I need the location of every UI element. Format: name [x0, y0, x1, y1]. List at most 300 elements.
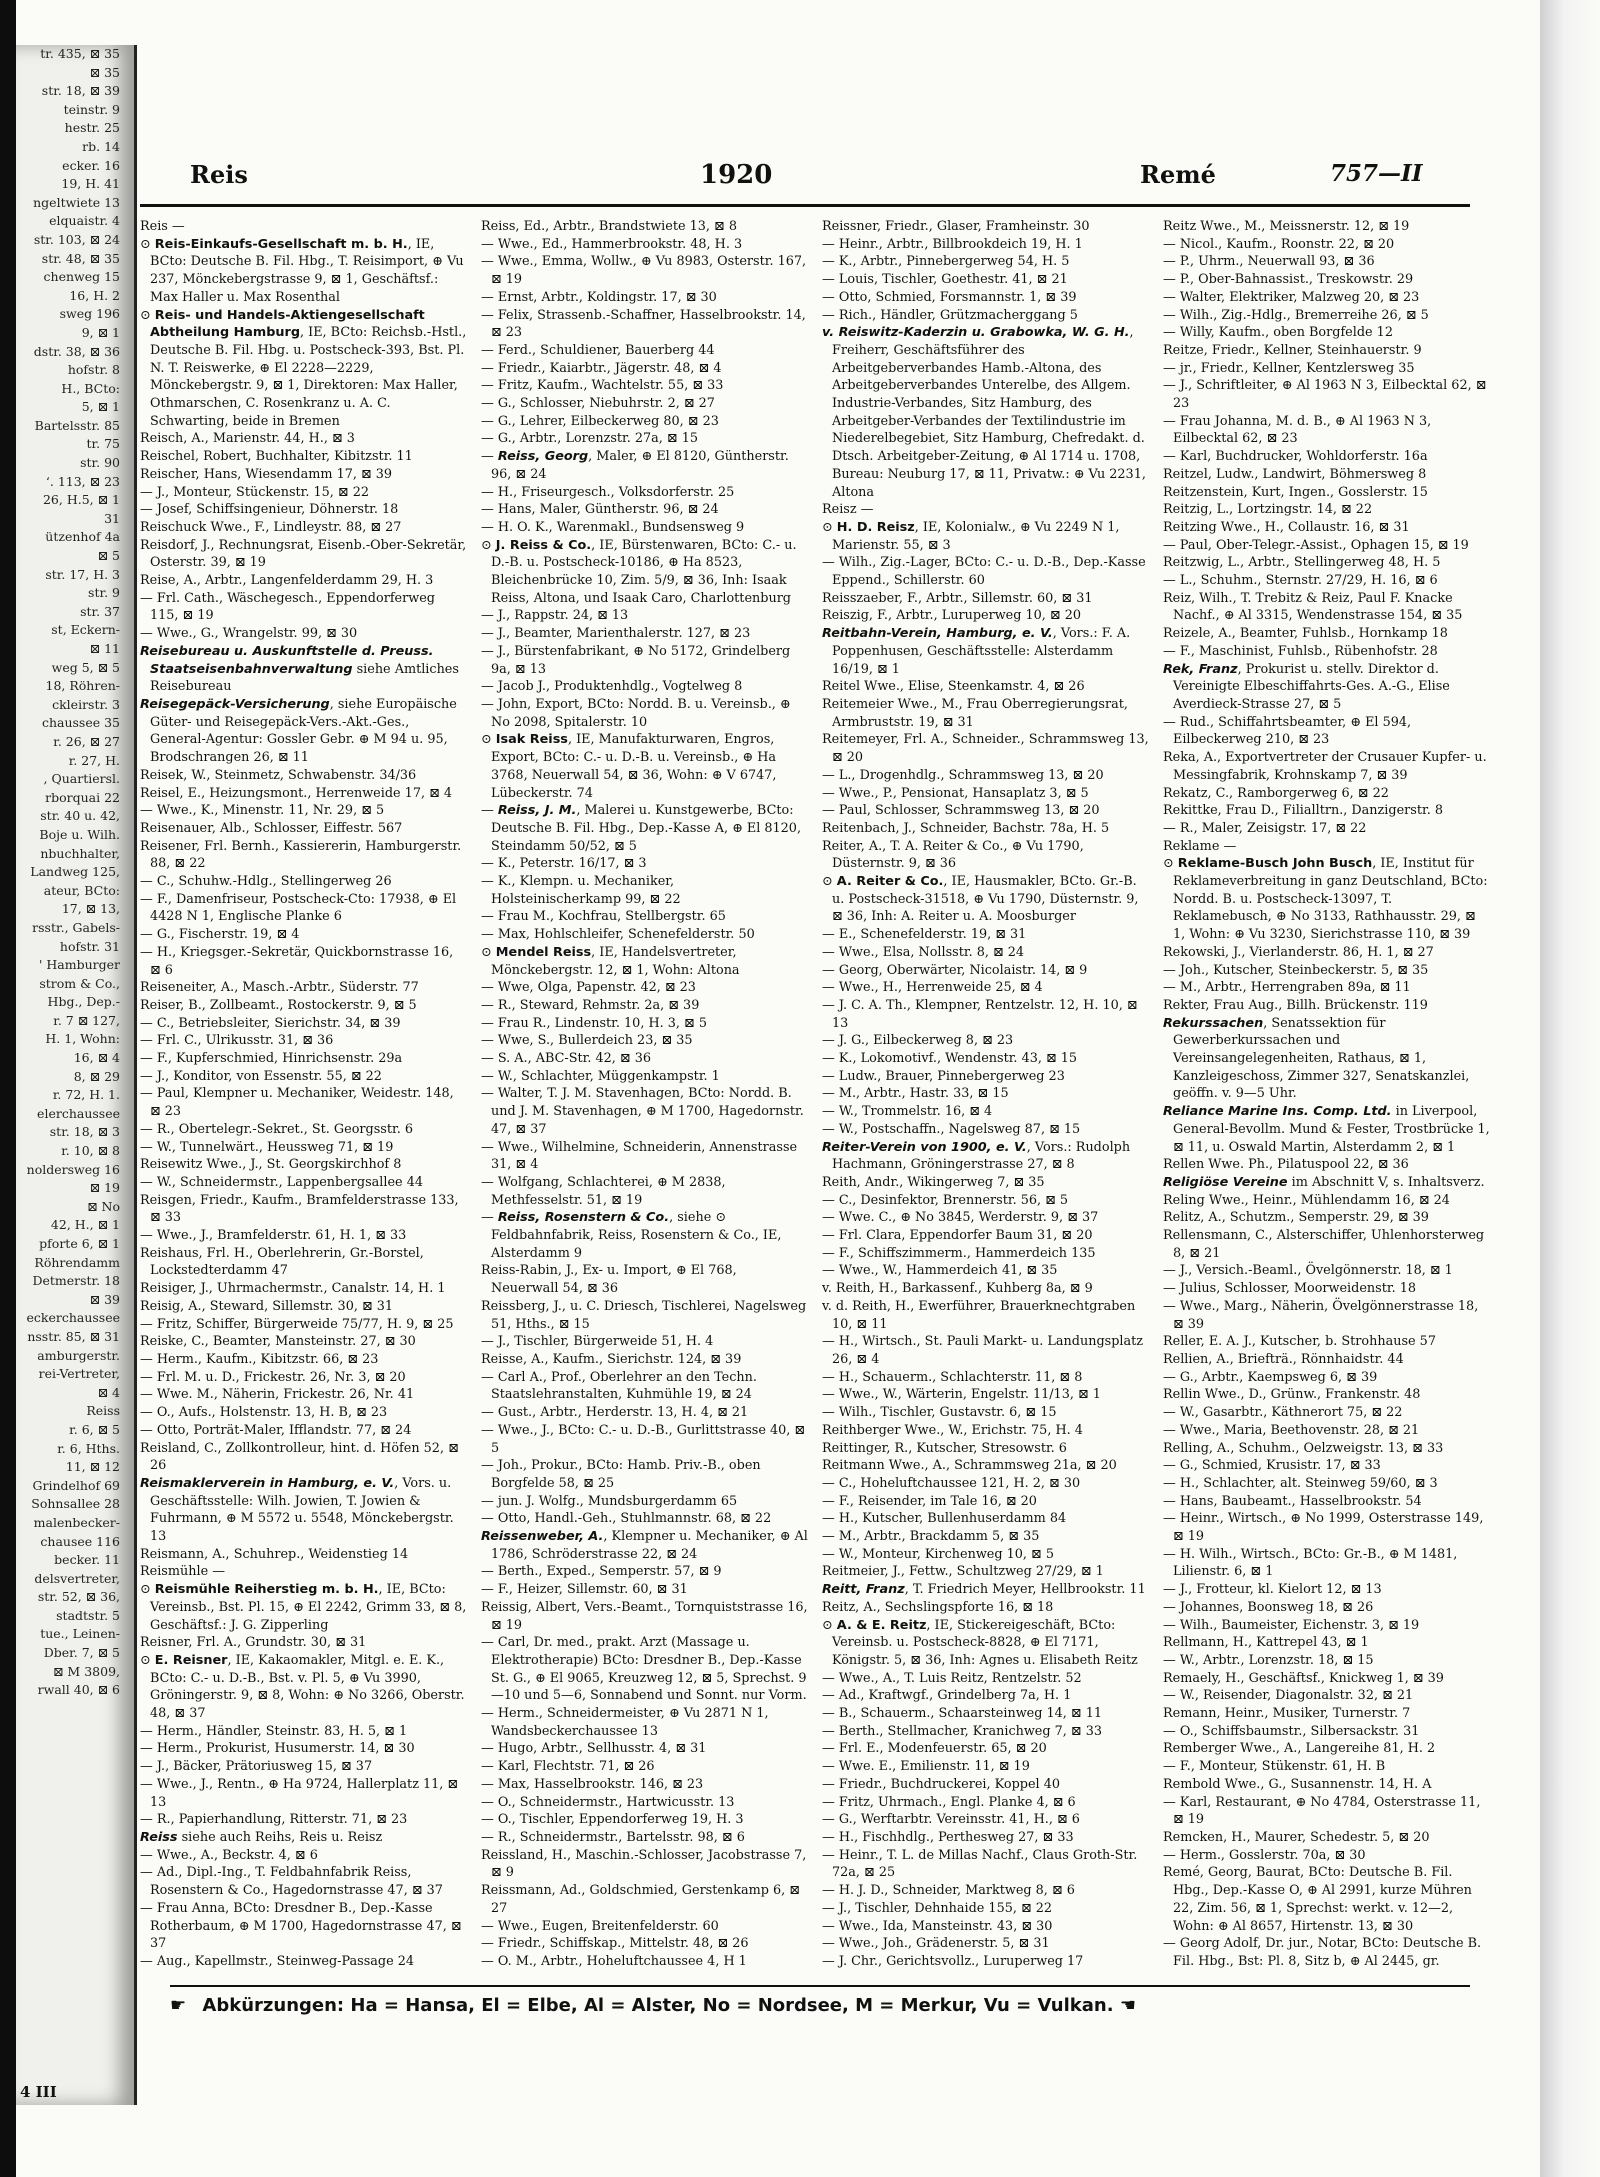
directory-entry: — Paul, Ober-Telegr.-Assist., Ophagen 15, ⊠ 19	[1163, 537, 1469, 553]
directory-entry: ⊙ Reis- und Handels-Aktiengesellschaft Abtheilung Hamburg, IE, BCto: Reichsb.-Hstl., Deutsche B. Fil. Hbg. u. Postscheck-393, Bst. Pl. N. T. Reiswerke, ⊕ El 2228—2229, Mönckebergstr. 9, ⊠ 1, Direktoren: Max Haller, Othmarschen, C. Rosenkranz u. A. C. Schwarting, beide in Bremen	[140, 307, 467, 429]
header-left-word: Reis	[190, 160, 248, 189]
previous-page-line: 5, ⊠ 1	[81, 399, 120, 415]
page-header	[140, 160, 1470, 207]
directory-entry: Reisegepäck-Versicherung, siehe Europäische Güter- und Reisegepäck-Vers.-Akt.-Ges., General-Agentur: Gossler Gebr. ⊕ M 94 u. 95, Brodschrangen 26, ⊠ 11	[140, 696, 457, 766]
directory-entry: — Wolfgang, Schlachterei, ⊕ M 2838, Methfesselstr. 51, ⊠ 19	[481, 1174, 726, 1208]
directory-entry: — Fritz, Schiffer, Bürgerweide 75/77, H. 9, ⊠ 25	[140, 1316, 454, 1332]
directory-entry: ⊙ Reismühle Reiherstieg m. b. H., IE, BCto: Vereinsb., Bst. Pl. 15, ⊕ El 2242, Grimm 33, ⊠ 8, Geschäftsf.: J. G. Zipperling	[140, 1582, 467, 1633]
directory-entry: Reller, E. A. J., Kutscher, b. Strohhause 57	[1163, 1334, 1436, 1350]
directory-entry: — O., Aufs., Holstenstr. 13, H. B, ⊠ 23	[140, 1405, 388, 1421]
previous-page-line: ecker. 16	[62, 157, 120, 173]
directory-entry: — Wilh., Tischler, Gustavstr. 6, ⊠ 15	[822, 1405, 1057, 1421]
directory-entry: Reishaus, Frl. H., Oberlehrerin, Gr.-Borstel, Lockstedterdamm 47	[140, 1245, 424, 1279]
directory-entry: Reiter, A., T. A. Reiter & Co., ⊕ Vu 1790, Düsternstr. 9, ⊠ 36	[822, 838, 1084, 872]
directory-entry: — Wwe., J., BCto: C.- u. D.-B., Gurlittstrasse 40, ⊠ 5	[481, 1422, 806, 1456]
previous-page-line: 8, ⊠ 29	[73, 1068, 120, 1084]
directory-entry: Relling, A., Schuhm., Oelzweigstr. 13, ⊠ 33	[1163, 1440, 1444, 1456]
previous-page-line: Reiss	[86, 1403, 120, 1419]
directory-entry: — H. O. K., Warenmakl., Bundsensweg 9	[481, 519, 745, 535]
directory-entry: Reismaklerverein in Hamburg, e. V., Vors. u. Geschäftsstelle: Wilh. Jowien, T. Jowien & Fuhrmann, ⊕ M 5572 u. 5548, Mönckebergstr. 13	[140, 1475, 454, 1545]
directory-entry: ⊙ Reklame-Busch John Busch, IE, Institut für Reklameverbreitung in ganz Deutschland, BCto: Nordd. B. u. Postscheck-13097, T. Reklamebusch, ⊕ No 3133, Rathhausstr. 29, ⊠ 1, Wohn: ⊕ Vu 3230, Sierichstrasse 110, ⊠ 39	[1163, 856, 1488, 943]
directory-entry: — Heinr., T. L. de Millas Nachf., Claus Groth-Str. 72a, ⊠ 25	[822, 1847, 1138, 1881]
directory-entry: — W., Arbtr., Lorenzstr. 18, ⊠ 15	[1163, 1652, 1374, 1668]
previous-page-line: 16, ⊠ 4	[73, 1050, 120, 1066]
directory-entry: — C., Schuhw.-Hdlg., Stellingerweg 26	[140, 874, 392, 890]
previous-page-line: str. 90	[80, 455, 120, 471]
directory-entry: Reisewitz Wwe., J., St. Georgskirchhof 8	[140, 1157, 402, 1173]
directory-entry: Rellien, A., Briefträ., Rönnhaidstr. 44	[1163, 1352, 1404, 1367]
directory-entry: ⊙ Isak Reiss, IE, Manufakturwaren, Engros, Export, BCto: C.- u. D.-B. u. Vereinsb., ⊕ Ha 3768, Neuerwall 54, ⊠ 36, Wohn: ⊕ V 6747, Lübeckerstr. 74	[481, 732, 777, 801]
directory-entry: Reisner, Frl. A., Grundstr. 30, ⊠ 31	[140, 1635, 367, 1651]
directory-entry: — R., Steward, Rehmstr. 2a, ⊠ 39	[481, 997, 700, 1013]
directory-entry: Reisland, C., Zollkontrolleur, hint. d. Höfen 52, ⊠ 26	[140, 1440, 459, 1474]
previous-page-line: str. 17, H. 3	[45, 566, 120, 582]
previous-page-line: r. 26, ⊠ 27	[53, 733, 120, 749]
previous-page-line: weg 5, ⊠ 5	[51, 659, 120, 675]
previous-page-line: 11, ⊠ 12	[65, 1459, 120, 1475]
directory-entry: — Wwe., W., Wärterin, Engelstr. 11/13, ⊠ 1	[822, 1387, 1101, 1403]
directory-entry: — W., Schlachter, Müggenkampstr. 1	[481, 1068, 720, 1084]
previous-page-line: r. 6, Hths.	[57, 1440, 120, 1456]
previous-page-line: ⊠ M 3809,	[52, 1663, 120, 1679]
directory-entry: — Heinr., Wirtsch., ⊕ No 1999, Osterstrasse 149, ⊠ 19	[1163, 1511, 1484, 1545]
previous-page-line: r. 72, H. 1.	[52, 1087, 120, 1103]
directory-entry: Reiz, Wilh., T. Trebitz & Reiz, Paul F. Knacke Nachf., ⊕ Al 3315, Wendenstrasse 154, ⊠ 35	[1163, 590, 1463, 624]
previous-page-line: 26, H.5, ⊠ 1	[42, 492, 120, 508]
directory-entry: — H., Wirtsch., St. Pauli Markt- u. Landungsplatz 26, ⊠ 4	[822, 1334, 1144, 1367]
directory-entry: — Otto, Handl.-Geh., Stuhlmannstr. 68, ⊠ 22	[481, 1511, 772, 1527]
directory-entry: — Heinr., Arbtr., Billbrookdeich 19, H. 1	[822, 236, 1083, 252]
directory-entry: — H., Schlachter, alt. Steinweg 59/60, ⊠ 3	[1163, 1475, 1438, 1491]
directory-entry: — Reiss, Rosenstern & Co., siehe ⊙ Feldbahnfabrik, Reiss, Rosenstern & Co., IE, Alsterdamm 9	[481, 1210, 782, 1261]
directory-entry: — H., Fischhdlg., Perthesweg 27, ⊠ 33	[822, 1829, 1074, 1845]
directory-entry: Reisener, Frl. Bernh., Kassiererin, Hamburgerstr. 88, ⊠ 22	[140, 838, 462, 872]
directory-entry: — Hugo, Arbtr., Sellhusstr. 4, ⊠ 31	[481, 1741, 707, 1757]
directory-entry: — Wwe., K., Minenstr. 11, Nr. 29, ⊠ 5	[140, 803, 385, 819]
directory-entry: — Wwe. C., ⊕ No 3845, Werderstr. 9, ⊠ 37	[822, 1210, 1099, 1226]
directory-entry: Reka, A., Exportvertreter der Crusauer Kupfer- u. Messingfabrik, Krohnskamp 7, ⊠ 39	[1163, 750, 1487, 783]
directory-entry: — Wwe., Elsa, Nollsstr. 8, ⊠ 24	[822, 944, 1025, 960]
previous-page-line: ⊠ 4	[97, 1384, 120, 1400]
directory-entry: Reissmann, Ad., Goldschmied, Gerstenkamp 6, ⊠ 27	[481, 1883, 800, 1916]
previous-page-line: tr. 75	[86, 436, 120, 452]
directory-entry: — M., Arbtr., Hastr. 33, ⊠ 15	[822, 1086, 1009, 1102]
directory-entry: Reisdorf, J., Rechnungsrat, Eisenb.-Ober-Sekretär, Osterstr. 39, ⊠ 19	[140, 537, 467, 571]
previous-page-line: elerchaussee	[37, 1105, 120, 1121]
directory-entry: — C., Betriebsleiter, Sierichstr. 34, ⊠ 39	[140, 1015, 401, 1031]
column-3	[822, 218, 1149, 1973]
directory-entry: Reis —	[140, 219, 185, 234]
directory-entry: — Walter, T. J. M. Stavenhagen, BCto: Nordd. B. und J. M. Stavenhagen, ⊕ M 1700, Hagedornstr. 47, ⊠ 37	[481, 1086, 804, 1137]
directory-entry: — H., Kriegsger.-Sekretär, Quickbornstrasse 16, ⊠ 6	[140, 944, 454, 978]
directory-entry: Reitt, Franz, T. Friedrich Meyer, Hellbrookstr. 11	[822, 1582, 1146, 1598]
directory-entry: Reizele, A., Beamter, Fuhlsb., Hornkamp 18	[1163, 626, 1448, 642]
directory-entry: — Frl. M. u. D., Frickestr. 26, Nr. 3, ⊠ 20	[140, 1369, 406, 1385]
directory-entry: — P., Ober-Bahnassist., Treskowstr. 29	[1163, 272, 1414, 288]
directory-entry: — G., Lehrer, Eilbeckerweg 80, ⊠ 23	[481, 413, 719, 429]
directory-entry: Remcken, H., Maurer, Schedestr. 5, ⊠ 20	[1163, 1829, 1430, 1845]
directory-entry: — Wwe. M., Näherin, Frickestr. 26, Nr. 41	[140, 1387, 415, 1403]
directory-entry: Reitmann Wwe., A., Schrammsweg 21a, ⊠ 20	[822, 1458, 1117, 1474]
directory-entry: — Wwe., Ed., Hammerbrookstr. 48, H. 3	[481, 236, 743, 252]
directory-entry: — Frau Johanna, M. d. B., ⊕ Al 1963 N 3, Eilbecktal 62, ⊠ 23	[1163, 413, 1432, 447]
directory-entry: Reitzig, L., Lortzingstr. 14, ⊠ 22	[1163, 502, 1373, 518]
directory-entry: — Friedr., Kaiarbtr., Jägerstr. 48, ⊠ 4	[481, 360, 722, 376]
directory-entry: — G., Schmied, Krusistr. 17, ⊠ 33	[1163, 1458, 1381, 1474]
directory-entry: — Wwe., Maria, Beethovenstr. 28, ⊠ 21	[1163, 1422, 1420, 1438]
directory-entry: — Felix, Strassenb.-Schaffner, Hasselbrookstr. 14, ⊠ 23	[481, 307, 806, 341]
directory-entry: — Wwe., Ida, Mansteinstr. 43, ⊠ 30	[822, 1918, 1053, 1934]
pointing-hand-icon-right: ☚	[1119, 1995, 1136, 2016]
directory-entry: — Berth., Stellmacher, Kranichweg 7, ⊠ 33	[822, 1723, 1102, 1739]
header-right-word: Remé	[1140, 160, 1216, 189]
directory-entry: — Gust., Arbtr., Herderstr. 13, H. 4, ⊠ 21	[481, 1405, 749, 1421]
previous-page-line: r. 27, H.	[68, 752, 120, 768]
directory-entry: Rellensmann, C., Alsterschiffer, Uhlenhorsterweg 8, ⊠ 21	[1163, 1228, 1485, 1261]
column-4	[1163, 218, 1490, 1973]
directory-columns	[140, 218, 1490, 1973]
previous-page-line: elquaistr. 4	[49, 213, 120, 229]
previous-page-line: 17, ⊠ 13,	[61, 901, 120, 917]
directory-entry: ⊙ A. Reiter & Co., IE, Hausmakler, BCto. Gr.-B. u. Postscheck-31518, ⊕ Vu 1790, Düsternstr. 9, ⊠ 36, Inh: A. Reiter u. A. Moosburger	[822, 874, 1139, 925]
directory-entry: — Herm., Gosslerstr. 70a, ⊠ 30	[1163, 1847, 1366, 1863]
directory-entry: Reitzenstein, Kurt, Ingen., Gosslerstr. 15	[1163, 484, 1428, 500]
directory-entry: — Ernst, Arbtr., Koldingstr. 17, ⊠ 30	[481, 289, 717, 305]
directory-entry: — Ad., Kraftwgf., Grindelberg 7a, H. 1	[822, 1688, 1072, 1704]
directory-entry: — H. Wilh., Wirtsch., BCto: Gr.-B., ⊕ M 1481, Lilienstr. 6, ⊠ 1	[1163, 1546, 1458, 1580]
directory-entry: — O. M., Arbtr., Hoheluftchaussee 4, H 1	[481, 1953, 747, 1969]
directory-entry: Reisek, W., Steinmetz, Schwabenstr. 34/36	[140, 767, 417, 783]
directory-entry: — Herm., Schneidermeister, ⊕ Vu 2871 N 1, Wandsbeckerchaussee 13	[481, 1706, 769, 1739]
directory-entry: — J., Versich.-Beaml., Övelgönnerstr. 18, ⊠ 1	[1163, 1263, 1453, 1279]
directory-entry: — G., Werftarbtr. Vereinsstr. 41, H., ⊠ 6	[822, 1812, 1080, 1828]
directory-entry: — Wwe., Joh., Grädenerstr. 5, ⊠ 31	[822, 1936, 1050, 1952]
directory-entry: — G., Arbtr., Lorenzstr. 27a, ⊠ 15	[481, 431, 698, 447]
previous-page-line: ⊠ 19	[89, 1180, 120, 1196]
previous-page-line: , Quartiersl.	[43, 771, 120, 787]
previous-page-line: str. 40 u. 42,	[40, 808, 120, 824]
directory-entry: Reithberger Wwe., W., Erichstr. 75, H. 4	[822, 1422, 1083, 1438]
directory-entry: — W., Trommelstr. 16, ⊠ 4	[822, 1104, 993, 1120]
previous-page-line: chaussee 35	[41, 715, 120, 731]
previous-page-line: H. 1, Wohn:	[45, 1031, 120, 1047]
directory-entry: — J., Tischler, Dehnhaide 155, ⊠ 22	[822, 1900, 1053, 1916]
previous-page-line: r. 6, ⊠ 5	[69, 1421, 120, 1437]
previous-page-line: chenweg 15	[43, 269, 120, 285]
previous-page-line: ⊠ No	[87, 1198, 120, 1214]
previous-page-line: tue., Leinen-	[40, 1626, 120, 1642]
directory-entry: — Frl. E., Modenfeuerstr. 65, ⊠ 20	[822, 1741, 1047, 1757]
directory-entry: — J. Chr., Gerichtsvollz., Luruperweg 17	[822, 1953, 1084, 1969]
directory-entry: — Karl, Buchdrucker, Wohldorferstr. 16a	[1163, 449, 1428, 465]
directory-entry: Remaely, H., Geschäftsf., Knickweg 1, ⊠ 39	[1163, 1670, 1444, 1686]
previous-page-line: ⊠ 5	[97, 548, 120, 564]
previous-page-line: Bartelsstr. 85	[34, 417, 120, 433]
previous-page-line: nsstr. 85, ⊠ 31	[27, 1328, 120, 1344]
directory-entry: — Louis, Tischler, Goethestr. 41, ⊠ 21	[822, 272, 1068, 288]
directory-entry: — Reiss, J. M., Malerei u. Kunstgewerbe, BCto: Deutsche B. Fil. Hbg., Dep.-Kasse A, ⊕ El 8120, Steindamm 50/52, ⊠ 5	[481, 803, 802, 854]
directory-entry: — Paul, Klempner u. Mechaniker, Weidestr. 148, ⊠ 23	[140, 1086, 454, 1120]
directory-entry: Rekittke, Frau D., Filialltrn., Danzigerstr. 8	[1163, 803, 1443, 819]
directory-entry: Reischuck Wwe., F., Lindleystr. 88, ⊠ 27	[140, 519, 402, 535]
directory-entry: Reiseneiter, A., Masch.-Arbtr., Süderstr. 77	[140, 980, 419, 996]
directory-entry: Reissland, H., Maschin.-Schlosser, Jacobstrasse 7, ⊠ 9	[481, 1847, 807, 1881]
directory-entry: ⊙ Reis-Einkaufs-Gesellschaft m. b. H., IE, BCto: Deutsche B. Fil. Hbg., T. Reisimport, ⊕ Vu 237, Mönckebergstrasse 9, ⊠ 1, Geschäftsf.: Max Haller u. Max Rosenthal	[140, 236, 464, 305]
directory-entry: Reise, A., Arbtr., Langenfelderdamm 29, H. 3	[140, 573, 434, 589]
directory-entry: Reitzel, Ludw., Landwirt, Böhmersweg 8	[1163, 466, 1427, 482]
previous-page-line: 31	[104, 510, 120, 526]
previous-page-line: 42, H., ⊠ 1	[50, 1217, 120, 1233]
directory-entry: — F., Schiffszimmerm., Hammerdeich 135	[822, 1245, 1096, 1261]
directory-entry: Reitzing Wwe., H., Collaustr. 16, ⊠ 31	[1163, 519, 1410, 535]
directory-entry: Reischer, Hans, Wiesendamm 17, ⊠ 39	[140, 466, 393, 482]
directory-entry: — J., Monteur, Stückenstr. 15, ⊠ 22	[140, 484, 369, 500]
directory-entry: Reisgen, Friedr., Kaufm., Bramfelderstrasse 133, ⊠ 33	[140, 1192, 459, 1226]
directory-entry: — Wwe, S., Bullerdeich 23, ⊠ 35	[481, 1033, 693, 1049]
directory-entry: — O., Schiffsbaumstr., Silbersackstr. 31	[1163, 1723, 1420, 1739]
previous-page-line: Hbg., Dep.-	[47, 994, 120, 1010]
previous-page-line: hofstr. 31	[59, 938, 120, 954]
directory-entry: — E., Schenefelderstr. 19, ⊠ 31	[822, 927, 1027, 943]
previous-page-line: malenbecker-	[33, 1514, 120, 1530]
directory-entry: ⊙ H. D. Reisz, IE, Kolonialw., ⊕ Vu 2249 N 1, Marienstr. 55, ⊠ 3	[822, 519, 1120, 553]
directory-entry: — Berth., Exped., Semperstr. 57, ⊠ 9	[481, 1564, 722, 1580]
directory-entry: — B., Schauerm., Schaarsteinweg 14, ⊠ 11	[822, 1706, 1102, 1722]
previous-page-line: Landweg 125,	[30, 864, 120, 880]
previous-page-line: rwall 40, ⊠ 6	[37, 1682, 120, 1698]
directory-entry: Reittinger, R., Kutscher, Stresowstr. 6	[822, 1440, 1067, 1456]
directory-entry: — Otto, Porträt-Maler, Ifflandstr. 77, ⊠ 24	[140, 1422, 412, 1438]
previous-page-line: chausee 116	[40, 1533, 120, 1549]
directory-entry: — K., Peterstr. 16/17, ⊠ 3	[481, 856, 647, 872]
directory-entry: — Wwe., Wilhelmine, Schneiderin, Annenstrasse 31, ⊠ 4	[481, 1139, 798, 1173]
previous-page-line: hestr. 25	[64, 120, 120, 136]
directory-entry: — Max, Hohlschleifer, Schenefelderstr. 50	[481, 927, 755, 943]
previous-page-line: dstr. 38, ⊠ 36	[33, 343, 120, 359]
directory-entry: — J. G., Eilbeckerweg 8, ⊠ 23	[822, 1033, 1014, 1049]
directory-entry: — Willy, Kaufm., oben Borgfelde 12	[1163, 325, 1393, 341]
previous-page-line: becker. 11	[54, 1552, 120, 1568]
directory-entry: Reismann, A., Schuhrep., Weidenstieg 14	[140, 1546, 409, 1562]
directory-entry: — F., Heizer, Sillemstr. 60, ⊠ 31	[481, 1582, 688, 1598]
directory-entry: Reitzwig, L., Arbtr., Stellingerweg 48, H. 5	[1163, 555, 1441, 571]
previous-page-line: str. 18, ⊠ 39	[41, 83, 120, 99]
previous-page-line: H., BCto:	[61, 380, 120, 396]
directory-entry: Reisch, A., Marienstr. 44, H., ⊠ 3	[140, 431, 355, 447]
previous-page-line: rb. 14	[82, 138, 120, 154]
directory-entry: — jun. J. Wolfg., Mundsburgerdamm 65	[481, 1493, 738, 1509]
directory-entry: — F., Damenfriseur, Postscheck-Cto: 17938, ⊕ El 4428 N 1, Englische Planke 6	[140, 891, 457, 925]
directory-entry: Reismühle —	[140, 1564, 226, 1580]
directory-entry: — Frl. C., Ulrikusstr. 31, ⊠ 36	[140, 1033, 334, 1049]
previous-page-line: ʻ. 113, ⊠ 23	[45, 473, 120, 489]
directory-entry: Rek, Franz, Prokurist u. stellv. Direktor d. Vereinigte Elbeschiffahrts-Ges. A.-G., Elise Averdieck-Strasse 27, ⊠ 5	[1163, 661, 1450, 712]
directory-entry: — Hans, Maler, Güntherstr. 96, ⊠ 24	[481, 502, 719, 518]
directory-entry: Reissenweber, A., Klempner u. Mechaniker, ⊕ Al 1786, Schröderstrasse 22, ⊠ 24	[481, 1529, 808, 1562]
directory-entry: — W., Monteur, Kirchenweg 10, ⊠ 5	[822, 1546, 1054, 1562]
previous-page-line: rsstr., Gabels-	[32, 919, 120, 935]
directory-entry: Reisz —	[822, 502, 874, 518]
directory-entry: — O., Tischler, Eppendorferweg 19, H. 3	[481, 1812, 744, 1828]
directory-entry: — Karl, Flechtstr. 71, ⊠ 26	[481, 1759, 655, 1775]
previous-page-line: str. 18, ⊠ 3	[49, 1124, 120, 1140]
directory-entry: Reisiger, J., Uhrmachermstr., Canalstr. 14, H. 1	[140, 1281, 446, 1297]
previous-page-line: ' Hamburger	[38, 957, 120, 973]
previous-page-line: str. 103, ⊠ 24	[33, 231, 120, 247]
directory-entry: — W., Tunnelwärt., Heussweg 71, ⊠ 19	[140, 1139, 394, 1155]
directory-entry: — Wwe., H., Herrenweide 25, ⊠ 4	[822, 980, 1043, 996]
previous-page-line: str. 9	[88, 585, 120, 601]
directory-entry: — Wwe., W., Hammerdeich 41, ⊠ 35	[822, 1263, 1058, 1279]
previous-page-fragment	[16, 45, 137, 2105]
previous-page-line: tr. 435, ⊠ 35	[40, 46, 120, 61]
directory-entry: — Ludw., Brauer, Pinnebergerweg 23	[822, 1068, 1065, 1084]
previous-page-line: delsvertreter,	[34, 1570, 120, 1586]
previous-page-line: rei-Vertreter,	[38, 1366, 120, 1382]
directory-entry: — Walter, Elektriker, Malzweg 20, ⊠ 23	[1163, 289, 1420, 305]
previous-page-line: str. 37	[80, 603, 120, 619]
directory-entry: v. Reith, H., Barkassenf., Kuhberg 8a, ⊠ 9	[822, 1281, 1093, 1297]
directory-entry: — Hans, Baubeamt., Hasselbrookstr. 54	[1163, 1493, 1422, 1509]
directory-entry: — John, Export, BCto: Nordd. B. u. Vereinsb., ⊕ No 2098, Spitalerstr. 10	[481, 696, 791, 730]
directory-entry: ⊙ J. Reiss & Co., IE, Bürstenwaren, BCto: C.- u. D.-B. u. Postscheck-10186, ⊕ Ha 8523, Bleichenbrücke 10, Zim. 5/9, ⊠ 36, Inh: Isaak Reiss, Altona, und Isaak Caro, Charlottenburg	[481, 537, 797, 606]
previous-page-line: Grindelhof 69	[32, 1477, 120, 1493]
directory-entry: Relitz, A., Schutzm., Semperstr. 29, ⊠ 39	[1163, 1210, 1429, 1226]
directory-entry: — F., Kupferschmied, Hinrichsenstr. 29a	[140, 1051, 403, 1067]
page-number: 757—II	[1330, 160, 1423, 187]
directory-entry: Reklame —	[1163, 838, 1237, 854]
directory-entry: — Fritz, Kaufm., Wachtelstr. 55, ⊠ 33	[481, 378, 724, 394]
column-1	[140, 218, 467, 1973]
directory-entry: Reiss-Rabin, J., Ex- u. Import, ⊕ El 768, Neuerwall 54, ⊠ 36	[481, 1263, 737, 1297]
previous-page-line: ützenhof 4a	[45, 529, 120, 545]
directory-entry: — Ad., Dipl.-Ing., T. Feldbahnfabrik Reiss, Rosenstern & Co., Hagedornstrasse 47, ⊠ 37	[140, 1865, 443, 1899]
directory-entry: — Friedr., Buchdruckerei, Koppel 40	[822, 1776, 1060, 1792]
directory-entry: Reitz, A., Sechslingspforte 16, ⊠ 18	[822, 1599, 1054, 1615]
directory-entry: — L., Schuhm., Sternstr. 27/29, H. 16, ⊠ 6	[1163, 573, 1438, 589]
directory-entry: Reitel Wwe., Elise, Steenkamstr. 4, ⊠ 26	[822, 679, 1085, 695]
abbreviations-label: Abkürzungen:	[202, 1995, 345, 2016]
directory-entry: Rellen Wwe. Ph., Pilatuspool 22, ⊠ 36	[1163, 1157, 1409, 1173]
directory-entry: — W., Gasarbtr., Käthnerort 75, ⊠ 22	[1163, 1405, 1403, 1421]
directory-entry: ⊙ A. & E. Reitz, IE, Stickereigeschäft, BCto: Vereinsb. u. Postscheck-8828, ⊕ El 7171, Königstr. 5, ⊠ 36, Inh: Agnes u. Elisabeth Reitz	[822, 1617, 1138, 1668]
directory-entry: — J., Schriftleiter, ⊕ Al 1963 N 3, Eilbecktal 62, ⊠ 23	[1163, 378, 1487, 412]
previous-page-line: Sohnsallee 28	[31, 1496, 120, 1512]
directory-entry: — Wilh., Zig.-Lager, BCto: C.- u. D.-B., Dep.-Kasse Eppend., Schillerstr. 60	[822, 555, 1146, 589]
previous-page-line: r. 7 ⊠ 127,	[53, 1012, 120, 1028]
directory-entry	[822, 1971, 1149, 1973]
directory-entry: Reith, Andr., Wikingerweg 7, ⊠ 35	[822, 1174, 1045, 1190]
directory-entry: — Aug., Kapellmstr., Steinweg-Passage 24	[140, 1953, 415, 1969]
previous-page-line: 19, H. 41	[61, 176, 120, 192]
directory-entry: — J., Bäcker, Prätoriusweg 15, ⊠ 37	[140, 1759, 373, 1775]
directory-entry	[140, 1971, 467, 1973]
directory-entry: Reiss siehe auch Reihs, Reis u. Reisz	[140, 1829, 383, 1845]
directory-entry: — Fritz, Uhrmach., Engl. Planke 4, ⊠ 6	[822, 1794, 1076, 1810]
directory-entry: — jr., Friedr., Kellner, Kentzlersweg 35	[1163, 360, 1415, 376]
directory-entry: Reiter-Verein von 1900, e. V., Vors.: Rudolph Hachmann, Gröningerstrasse 27, ⊠ 8	[822, 1139, 1131, 1173]
directory-entry: v. d. Reith, H., Ewerführer, Brauerknechtgraben 10, ⊠ 11	[822, 1298, 1136, 1332]
directory-entry: — F., Reisender, im Tale 16, ⊠ 20	[822, 1493, 1037, 1509]
header-year: 1920	[700, 160, 773, 190]
directory-entry: — S. A., ABC-Str. 42, ⊠ 36	[481, 1051, 652, 1067]
directory-entry: Rembold Wwe., G., Susannenstr. 14, H. A	[1163, 1776, 1432, 1792]
directory-entry: — K., Lokomotivf., Wendenstr. 43, ⊠ 15	[822, 1051, 1078, 1067]
directory-entry: — Carl, Dr. med., prakt. Arzt (Massage u. Elektrotherapie) BCto: Dresdner B., Dep.-Kasse St. G., ⊕ El 9065, Kreuzweg 12, ⊠ 5, Sprechst. 9—10 und 5—6, Sonnabend und Sonnt. nur Vorm.	[481, 1635, 807, 1704]
directory-entry: — Herm., Händler, Steinstr. 83, H. 5, ⊠ 1	[140, 1723, 408, 1739]
previous-page-line: ⊠ 35	[89, 64, 120, 80]
directory-entry: — Wwe., A., T. Luis Reitz, Rentzelstr. 52	[822, 1670, 1082, 1686]
directory-entry: — Wwe. E., Emilienstr. 11, ⊠ 19	[822, 1759, 1030, 1775]
directory-entry: Rekurssachen, Senatssektion für Gewerberkurssachen und Vereinsangelegenheiten, Rathaus, ⊠ 1, Kanzleigeschoss, Zimmer 327, Senatskanzlei, geöffn. v. 9—5 Uhr.	[1163, 1015, 1470, 1102]
directory-entry: — J., Tischler, Bürgerweide 51, H. 4	[481, 1334, 714, 1350]
directory-entry	[481, 1971, 808, 1973]
directory-entry: Rekowski, J., Vierlanderstr. 86, H. 1, ⊠ 27	[1163, 944, 1434, 960]
directory-entry: Rekter, Frau Aug., Billh. Brückenstr. 119	[1163, 997, 1428, 1013]
directory-entry: — Rud., Schiffahrtsbeamter, ⊕ El 594, Eilbeckerweg 210, ⊠ 23	[1163, 714, 1412, 748]
directory-entry: Reisenauer, Alb., Schlosser, Eiffestr. 567	[140, 820, 403, 836]
directory-entry: — M., Arbtr., Herrengraben 89a, ⊠ 11	[1163, 980, 1411, 996]
directory-entry: — Otto, Schmied, Forsmannstr. 1, ⊠ 39	[822, 289, 1077, 305]
previous-page-line: Detmerstr. 18	[32, 1273, 120, 1289]
directory-entry: v. Reiswitz-Kaderzin u. Grabowka, W. G. H., Freiherr, Geschäftsführer des Arbeitgeberverbandes Hamb.-Altona, des Arbeitgeberverbandes Unterelbe, des Allgem. Industrie-Verbandes, Sitz Hamburg, des Arbeitgeber-Verbandes der Textilindustrie im Niederelbegebiet, Sitz Hamburg, Chefredakt. d. Dtsch. Arbeitgeber-Zeitung, ⊕ Al 1714 u. 1708, Bureau: Neuburg 17, ⊠ 11, Privatw.: ⊕ Vu 2231, Altona	[822, 325, 1146, 500]
directory-entry: — C., Hoheluftchaussee 121, H. 2, ⊠ 30	[822, 1475, 1081, 1491]
directory-entry: — Frl. Cath., Wäschegesch., Eppendorferweg 115, ⊠ 19	[140, 590, 435, 624]
directory-entry: Rellin Wwe., D., Grünw., Frankenstr. 48	[1163, 1387, 1421, 1403]
directory-entry: — Georg, Oberwärter, Nicolaistr. 14, ⊠ 9	[822, 962, 1088, 978]
directory-entry: — Reiss, Georg, Maler, ⊕ El 8120, Güntherstr. 96, ⊠ 24	[481, 449, 789, 482]
directory-entry: — Ferd., Schuldiener, Bauerberg 44	[481, 342, 715, 358]
directory-entry: — Carl A., Prof., Oberlehrer an den Techn. Staatslehranstalten, Kuhmühle 19, ⊠ 24	[481, 1369, 757, 1403]
directory-entry: Reitbahn-Verein, Hamburg, e. V., Vors.: F. A. Poppenhusen, Geschäftsstelle: Alsterdamm 16/19, ⊠ 1	[822, 626, 1131, 677]
previous-page-line: sweg 196	[59, 306, 120, 322]
directory-entry: Reisel, E., Heizungsmont., Herrenweide 17, ⊠ 4	[140, 785, 453, 801]
directory-entry: — W., Reisender, Diagonalstr. 32, ⊠ 21	[1163, 1688, 1414, 1704]
directory-entry: — Frau M., Kochfrau, Stellbergstr. 65	[481, 909, 726, 925]
directory-entry: — K., Klempn. u. Mechaniker, Holsteinischerkamp 99, ⊠ 22	[481, 874, 681, 907]
previous-page-line: ckleirstr. 3	[52, 696, 120, 712]
directory-entry: — Wwe., P., Pensionat, Hansaplatz 3, ⊠ 5	[822, 785, 1089, 801]
previous-page-line: Dber. 7, ⊠ 5	[43, 1645, 120, 1661]
directory-entry: Reitenbach, J., Schneider, Bachstr. 78a, H. 5	[822, 820, 1110, 836]
directory-entry: — Rich., Händler, Grützmacherggang 5	[822, 307, 1078, 323]
directory-entry: — J., Rappstr. 24, ⊠ 13	[481, 608, 629, 624]
directory-entry: — Herm., Prokurist, Husumerstr. 14, ⊠ 30	[140, 1741, 415, 1757]
directory-entry: — Julius, Schlosser, Moorweidenstr. 18	[1163, 1281, 1416, 1297]
previous-page-line: stadtstr. 5	[56, 1607, 120, 1623]
directory-entry: Rellmann, H., Kattrepel 43, ⊠ 1	[1163, 1635, 1369, 1651]
previous-page-line: teinstr. 9	[63, 101, 120, 117]
previous-page-line: 18, Röhren-	[45, 678, 120, 694]
directory-entry: Reitemeyer, Frl. A., Schneider., Schrammsweg 13, ⊠ 20	[822, 732, 1149, 766]
directory-entry: Reischel, Robert, Buchhalter, Kibitzstr. 11	[140, 449, 413, 465]
directory-entry: Reisse, A., Kaufm., Sierichstr. 124, ⊠ 39	[481, 1352, 742, 1367]
directory-entry: Religiöse Vereine im Abschnitt V, s. Inhaltsverz.	[1163, 1174, 1485, 1190]
directory-entry: — Wwe, Olga, Papenstr. 42, ⊠ 23	[481, 980, 696, 996]
directory-entry: — J. C. A. Th., Klempner, Rentzelstr. 12, H. 10, ⊠ 13	[822, 997, 1138, 1031]
directory-entry: — J., Beamter, Marienthalerstr. 127, ⊠ 23	[481, 626, 751, 642]
directory-entry: — W., Postschaffn., Nagelsweg 87, ⊠ 15	[822, 1121, 1081, 1137]
directory-entry: — Joh., Prokur., BCto: Hamb. Priv.-B., oben Borgfelde 58, ⊠ 25	[481, 1458, 761, 1491]
column-2	[481, 218, 808, 1973]
directory-entry: — H. J. D., Schneider, Marktweg 8, ⊠ 6	[822, 1883, 1075, 1899]
directory-entry: — C., Desinfektor, Brennerstr. 56, ⊠ 5	[822, 1192, 1069, 1208]
previous-page-line: hofstr. 8	[67, 362, 120, 378]
directory-entry: ⊙ E. Reisner, IE, Kakaomakler, Mitgl. e. E. K., BCto: C.- u. D.-B., Bst. v. Pl. 5, ⊕ Vu 3990, Gröningerstr. 9, ⊠ 8, Wohn: ⊕ No 3266, Oberstr. 48, ⊠ 37	[140, 1652, 465, 1722]
previous-page-footer: 4 III	[20, 2083, 57, 2101]
abbreviations-text: Ha = Hansa, El = Elbe, Al = Alster, No = Nordsee, M = Merkur, Vu = Vulkan.	[350, 1995, 1114, 2016]
directory-entry: — W., Schneidermstr., Lappenbergsallee 44	[140, 1174, 423, 1190]
